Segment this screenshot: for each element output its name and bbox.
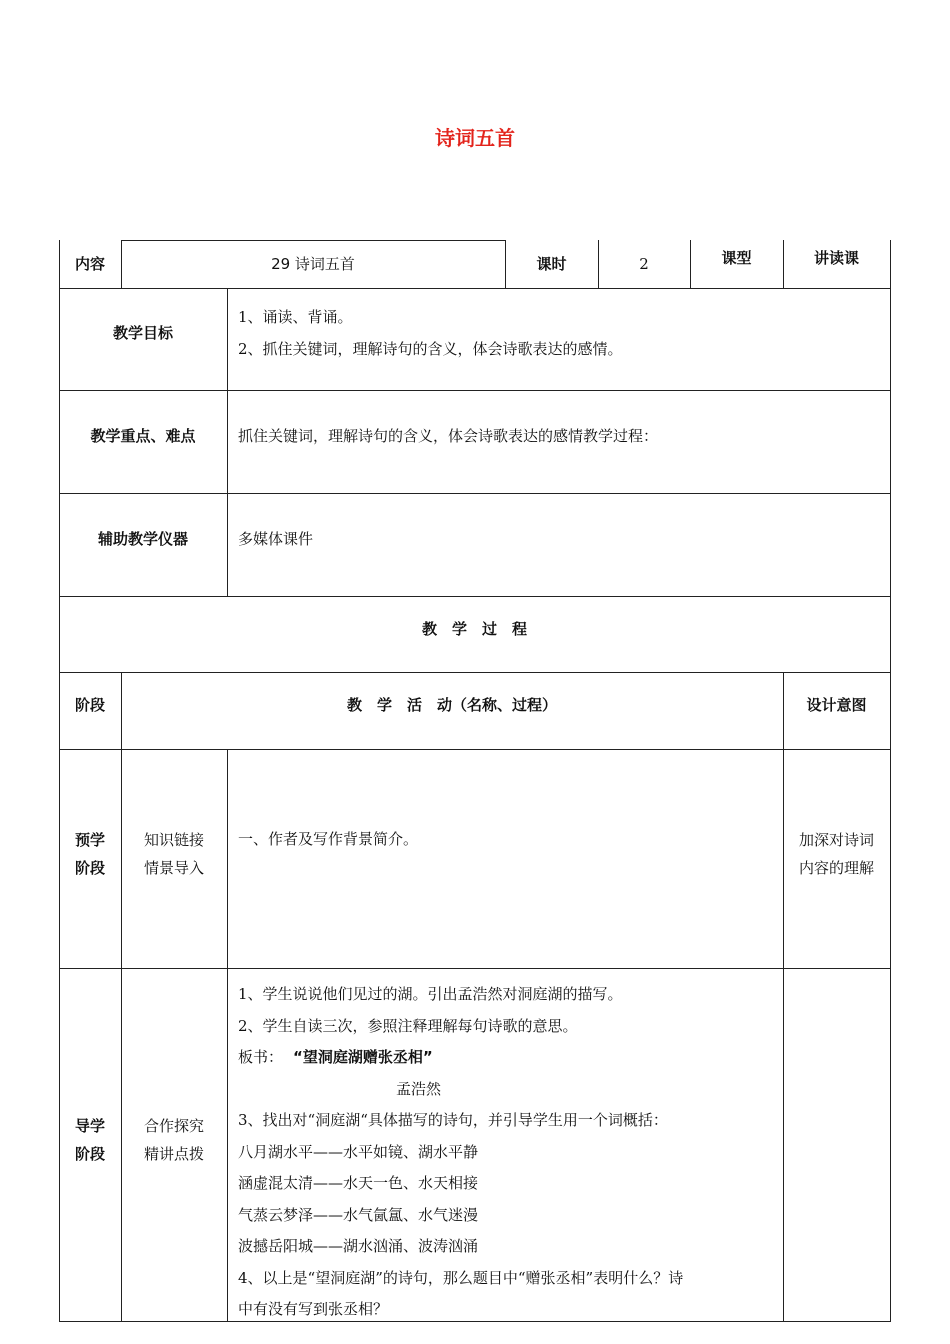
type-label: 课型 [721,249,752,267]
activity-line: 3、找出对“洞庭湖“具体描写的诗句，并引导学生用一个词概括： [238,1111,668,1129]
activity-line: 孟浩然 [396,1079,442,1098]
activity-line: 中有没有写到张丞相？ [238,1300,389,1318]
activity-line: 2、学生自读三次，参照注释理解每句诗歌的意思。 [238,1016,578,1035]
content-label: 内容 [74,255,105,273]
activity-column-header: 教 学 活 动（名称、过程） [346,696,557,714]
equipment-text: 多媒体课件 [238,530,314,548]
stage2-name: 导学 阶段 [74,1117,105,1163]
activity-line: 波撼岳阳城——湖水汹涌、波涛汹涌 [238,1237,479,1255]
activity-line: 涵虚混太清——水天一色、水天相接 [238,1174,479,1192]
objectives-label: 教学目标 [112,324,173,342]
objective-item: 2、抓住关键词，理解诗句的含义，体会诗歌表达的感情。 [238,339,623,358]
hours-value: 2 [639,255,649,273]
activity-line: 4、以上是“望洞庭湖”的诗句，那么题目中“赠张丞相”表明什么？诗 [238,1268,684,1287]
stage1-intent: 加深对诗词 内容的理解 [798,831,874,877]
content-value: 29 诗词五首 [271,255,355,273]
key-points-text: 抓住关键词，理解诗句的含义，体会诗歌表达的感情教学过程： [238,427,659,445]
equipment-label: 辅助教学仪器 [97,530,188,548]
activity-line: 板书： “望洞庭湖赠张丞相” [238,1048,433,1066]
stage-column-header: 阶段 [74,696,105,714]
key-points-label: 教学重点、难点 [90,427,196,445]
objective-item: 1、诵读、背诵。 [238,308,353,326]
type-value: 讲读课 [813,249,859,267]
intent-column-header: 设计意图 [806,696,867,714]
stage1-sub: 知识链接 情景导入 [143,831,204,877]
hours-label: 课时 [536,255,567,273]
activity-line: 八月湖水平——水平如镜、湖水平静 [238,1142,479,1161]
process-heading: 教 学 过 程 [421,620,527,638]
activity-line: 1、学生说说他们见过的湖。引出孟浩然对洞庭湖的描写。 [238,985,623,1003]
stage2-activity [238,985,778,1332]
stage2-sub: 合作探究 精讲点拨 [143,1117,204,1163]
page-title: 诗词五首 [435,126,515,150]
objectives-list [238,308,878,371]
stage1-name: 预学 阶段 [74,831,105,877]
activity-line: 气蒸云梦泽——水气氤氲、水气迷漫 [238,1205,479,1224]
stage1-activity: 一、作者及写作背景简介。 [238,830,419,848]
